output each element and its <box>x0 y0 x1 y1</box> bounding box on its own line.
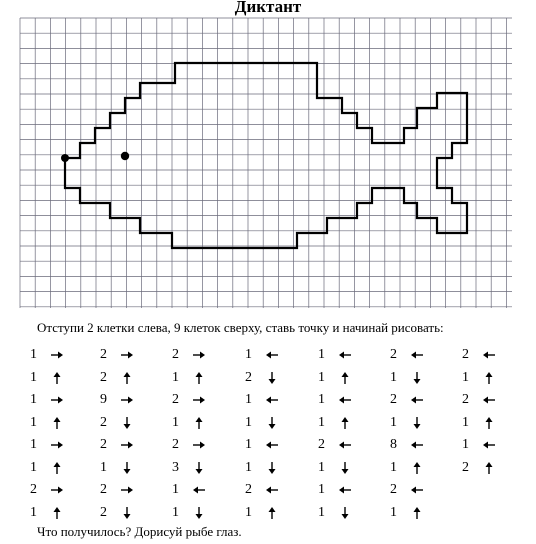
command-count: 1 <box>462 414 469 430</box>
arrow-up-icon <box>482 371 496 385</box>
arrow-up-icon <box>50 416 64 430</box>
command-count: 1 <box>318 347 325 362</box>
command-count: 1 <box>172 482 179 497</box>
command-item <box>390 436 424 454</box>
command-count: 2 <box>30 482 37 497</box>
command-count: 2 <box>100 437 107 452</box>
arrow-down-icon <box>192 461 206 475</box>
arrow-down-icon <box>120 506 134 520</box>
instruction-text: Отступи 2 клетки слева, 9 клеток сверху, ставь точку и начинай рисовать: <box>37 320 444 335</box>
command-item <box>245 369 279 387</box>
arrow-right-icon <box>192 393 206 407</box>
command-count: 1 <box>172 369 179 385</box>
arrow-left-icon <box>410 438 424 452</box>
command-count: 2 <box>100 504 107 520</box>
arrow-up-icon <box>50 506 64 520</box>
arrow-up-icon <box>410 506 424 520</box>
arrow-up-icon <box>338 416 352 430</box>
arrow-up-icon <box>338 371 352 385</box>
arrow-left-icon <box>410 483 424 497</box>
command-item <box>172 391 206 409</box>
command-item <box>172 436 206 454</box>
arrow-down-icon <box>120 416 134 430</box>
command-count: 1 <box>100 459 107 475</box>
arrow-right-icon <box>120 393 134 407</box>
command-count: 1 <box>318 369 325 385</box>
page-title: Диктант <box>234 0 302 16</box>
command-item <box>390 504 424 522</box>
command-item <box>30 459 64 477</box>
command-count: 1 <box>318 482 325 497</box>
arrow-left-icon <box>482 438 496 452</box>
command-item <box>245 436 279 454</box>
command-item <box>100 436 134 454</box>
command-item <box>100 414 134 432</box>
command-count: 1 <box>318 504 325 520</box>
arrow-left-icon <box>338 483 352 497</box>
arrow-up-icon <box>482 416 496 430</box>
command-item <box>245 391 279 409</box>
command-item <box>30 369 64 387</box>
arrow-right-icon <box>50 483 64 497</box>
command-item <box>390 391 424 409</box>
command-count: 1 <box>318 459 325 475</box>
command-item <box>30 346 64 364</box>
command-item <box>390 346 424 364</box>
command-item <box>390 369 424 387</box>
command-count: 2 <box>462 347 469 362</box>
command-item <box>318 481 352 499</box>
command-item <box>30 391 64 409</box>
command-item <box>172 504 206 522</box>
command-count: 1 <box>30 392 37 407</box>
command-item <box>318 346 352 364</box>
command-count: 2 <box>245 369 252 385</box>
arrow-left-icon <box>482 348 496 362</box>
arrow-down-icon <box>265 371 279 385</box>
arrow-up-icon <box>50 371 64 385</box>
command-count: 9 <box>100 392 107 407</box>
command-count: 2 <box>172 347 179 362</box>
command-item <box>30 436 64 454</box>
arrow-right-icon <box>50 348 64 362</box>
command-count: 2 <box>100 347 107 362</box>
command-item <box>172 414 206 432</box>
arrow-up-icon <box>410 461 424 475</box>
command-count: 2 <box>318 437 325 452</box>
command-count: 1 <box>30 414 37 430</box>
arrow-left-icon <box>192 483 206 497</box>
arrow-down-icon <box>410 416 424 430</box>
command-count: 8 <box>390 437 397 452</box>
command-count: 1 <box>30 437 37 452</box>
arrow-up-icon <box>482 461 496 475</box>
command-count: 2 <box>462 459 469 475</box>
command-count: 1 <box>318 414 325 430</box>
command-count: 1 <box>30 347 37 362</box>
command-item <box>462 369 496 387</box>
arrow-up-icon <box>265 506 279 520</box>
command-count: 2 <box>245 482 252 497</box>
command-count: 2 <box>172 392 179 407</box>
command-item <box>318 414 352 432</box>
arrow-right-icon <box>50 393 64 407</box>
arrow-up-icon <box>50 461 64 475</box>
arrow-down-icon <box>410 371 424 385</box>
command-count: 1 <box>390 369 397 385</box>
arrow-down-icon <box>265 461 279 475</box>
command-item <box>318 369 352 387</box>
command-count: 1 <box>245 392 252 407</box>
start-point <box>61 154 69 162</box>
command-item <box>390 459 424 477</box>
command-item <box>100 391 134 409</box>
command-item <box>318 504 352 522</box>
command-item <box>172 369 206 387</box>
arrow-up-icon <box>192 416 206 430</box>
command-count: 1 <box>30 459 37 475</box>
command-count: 1 <box>390 459 397 475</box>
command-item <box>318 436 352 454</box>
arrow-right-icon <box>120 483 134 497</box>
command-count: 2 <box>100 482 107 497</box>
command-item <box>100 369 134 387</box>
arrow-down-icon <box>338 461 352 475</box>
command-count: 1 <box>30 369 37 385</box>
command-item <box>100 459 134 477</box>
arrow-left-icon <box>265 393 279 407</box>
command-item <box>245 459 279 477</box>
arrow-left-icon <box>338 393 352 407</box>
command-item <box>318 459 352 477</box>
command-count: 1 <box>245 414 252 430</box>
command-item <box>30 481 64 499</box>
command-count: 2 <box>172 437 179 452</box>
command-item <box>30 504 64 522</box>
arrow-left-icon <box>410 348 424 362</box>
arrow-right-icon <box>120 438 134 452</box>
command-count: 1 <box>30 504 37 520</box>
arrow-down-icon <box>338 506 352 520</box>
command-item <box>462 346 496 364</box>
command-item <box>172 459 206 477</box>
command-item <box>462 391 496 409</box>
arrow-left-icon <box>410 393 424 407</box>
command-count: 1 <box>245 437 252 452</box>
command-count: 2 <box>100 414 107 430</box>
command-item <box>100 346 134 364</box>
arrow-down-icon <box>192 506 206 520</box>
arrow-left-icon <box>265 438 279 452</box>
arrow-up-icon <box>120 371 134 385</box>
command-item <box>100 481 134 499</box>
command-item <box>462 414 496 432</box>
command-item <box>462 436 496 454</box>
command-count: 2 <box>100 369 107 385</box>
arrow-left-icon <box>265 348 279 362</box>
command-count: 1 <box>172 414 179 430</box>
command-count: 2 <box>390 347 397 362</box>
command-item <box>245 481 279 499</box>
command-item <box>172 346 206 364</box>
arrow-left-icon <box>482 393 496 407</box>
command-count: 1 <box>245 504 252 520</box>
footer-text: Что получилось? Дорисуй рыбе глаз. <box>37 524 242 539</box>
command-item <box>30 414 64 432</box>
command-count: 2 <box>390 392 397 407</box>
command-item <box>100 504 134 522</box>
command-item <box>390 414 424 432</box>
arrow-left-icon <box>338 438 352 452</box>
command-count: 3 <box>172 459 179 475</box>
command-count: 2 <box>462 392 469 407</box>
command-count: 1 <box>245 459 252 475</box>
arrow-right-icon <box>50 438 64 452</box>
arrow-down-icon <box>265 416 279 430</box>
command-item <box>245 346 279 364</box>
command-count: 2 <box>390 482 397 497</box>
command-item <box>318 391 352 409</box>
arrow-left-icon <box>265 483 279 497</box>
arrow-right-icon <box>192 348 206 362</box>
command-count: 1 <box>390 504 397 520</box>
command-item <box>245 504 279 522</box>
command-count: 1 <box>318 392 325 407</box>
arrow-right-icon <box>120 348 134 362</box>
command-item <box>172 481 206 499</box>
command-count: 1 <box>462 437 469 452</box>
arrow-right-icon <box>192 438 206 452</box>
command-count: 1 <box>172 504 179 520</box>
arrow-left-icon <box>338 348 352 362</box>
command-item <box>245 414 279 432</box>
command-count: 1 <box>245 347 252 362</box>
command-count: 1 <box>462 369 469 385</box>
fish-eye <box>121 152 129 160</box>
arrow-up-icon <box>192 371 206 385</box>
command-count: 1 <box>390 414 397 430</box>
command-item <box>390 481 424 499</box>
arrow-down-icon <box>120 461 134 475</box>
command-item <box>462 459 496 477</box>
